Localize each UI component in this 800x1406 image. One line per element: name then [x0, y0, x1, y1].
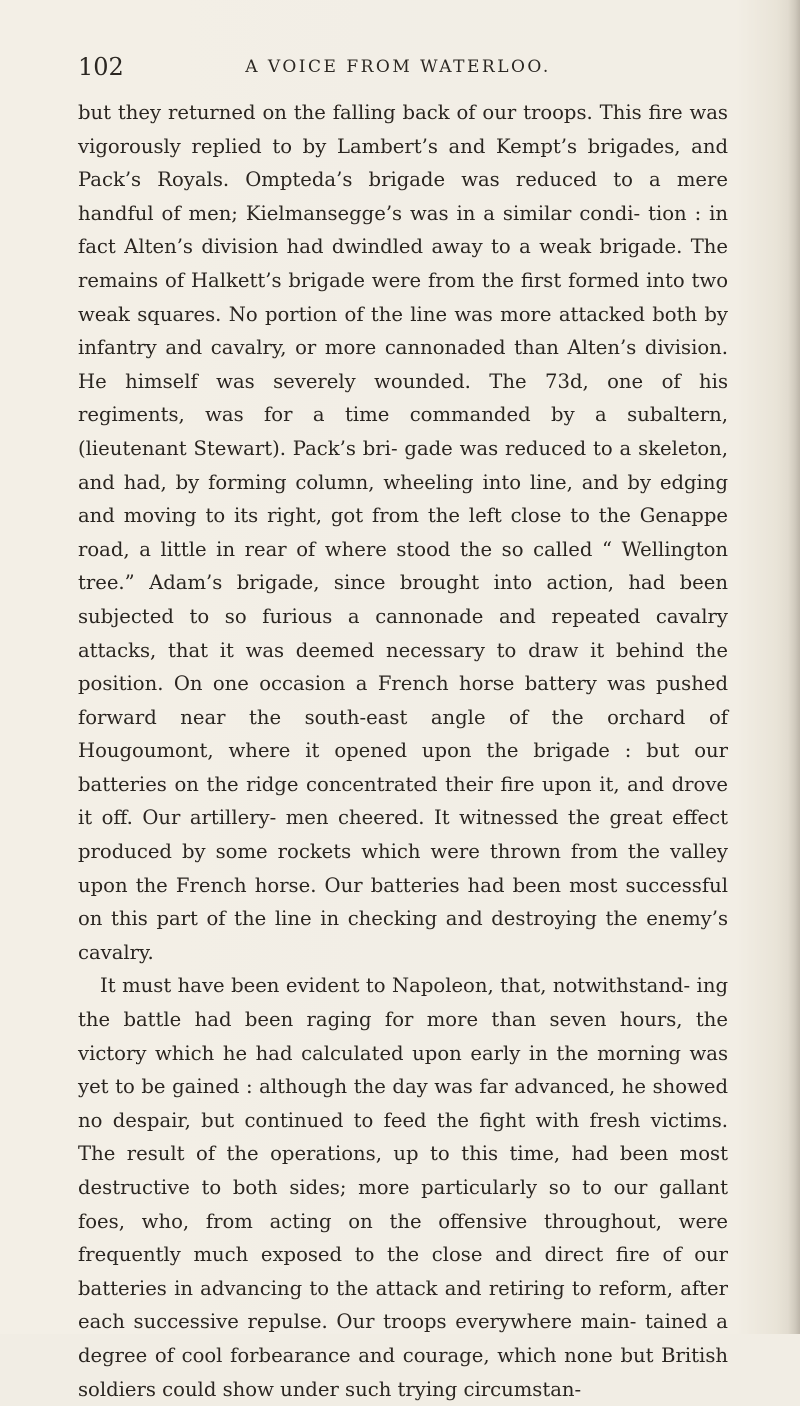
paragraph-2: It must have been evident to Napoleon, that, notwithstand- ing the battle had been raging for more than seven hours, the victory which he had calculated upon early in the morning was yet to be gained : although the day was far advanced, he showed no despair, but continued to feed the fight with fresh victims. The result of the operations, up to this time, had been most destructive to both sides; more particularly so to our gallant foes, who, from acting on the offensive throughout, were frequently much exposed to the close and direct fire of our batteries in advancing to the attack and retiring to reform, after each successive repulse. Our troops everywhere main- tained a degree of cool forbearance and courage, which none but British soldiers could show under such trying circumstan-: [78, 974, 728, 1401]
running-title: A VOICE FROM WATERLOO.: [245, 57, 551, 77]
running-head: [78, 50, 718, 84]
body-text: [78, 96, 728, 1406]
page-edge-shadow: [788, 0, 800, 1334]
paragraph-1: but they returned on the falling back of our troops. This fire was vigorously replied to by Lambert’s and Kempt’s brigades, and Pack’s Royals. Ompteda’s brigade was reduced to a mere handful of men; Kielmansegge’s was in a similar condi- tion : in fact Alten’s division had dwindled away to a weak brigade. The remains of Halkett’s brigade were from the first formed into two weak squares. No portion of the line was more attacked both by infantry and cavalry, or more cannonaded than Alten’s division. He himself was severely wounded. The 73d, one of his regiments, was for a time commanded by a subaltern, (lieutenant Stewart). Pack’s bri- gade was reduced to a skeleton, and had, by forming column, wheeling into line, and by edging and moving to its right, got from the left close to the Genappe road, a little in rear of where stood the so called “ Wellington tree.” Adam’s brigade, since brought into action, had been subjected to so furious a cannonade and repeated cavalry attacks, that it was deemed necessary to draw it behind the position. On one occasion a French horse battery was pushed forward near the south-east angle of the orchard of Hougoumont, where it opened upon the brigade : but our batteries on the ridge concentrated their fire upon it, and drove it off. Our artillery- men cheered. It witnessed the great effect produced by some rockets which were thrown from the valley upon the French horse. Our batteries had been most successful on this part of the line in checking and destroying the enemy’s cavalry.: [78, 101, 728, 964]
page-number: 102: [78, 53, 124, 81]
